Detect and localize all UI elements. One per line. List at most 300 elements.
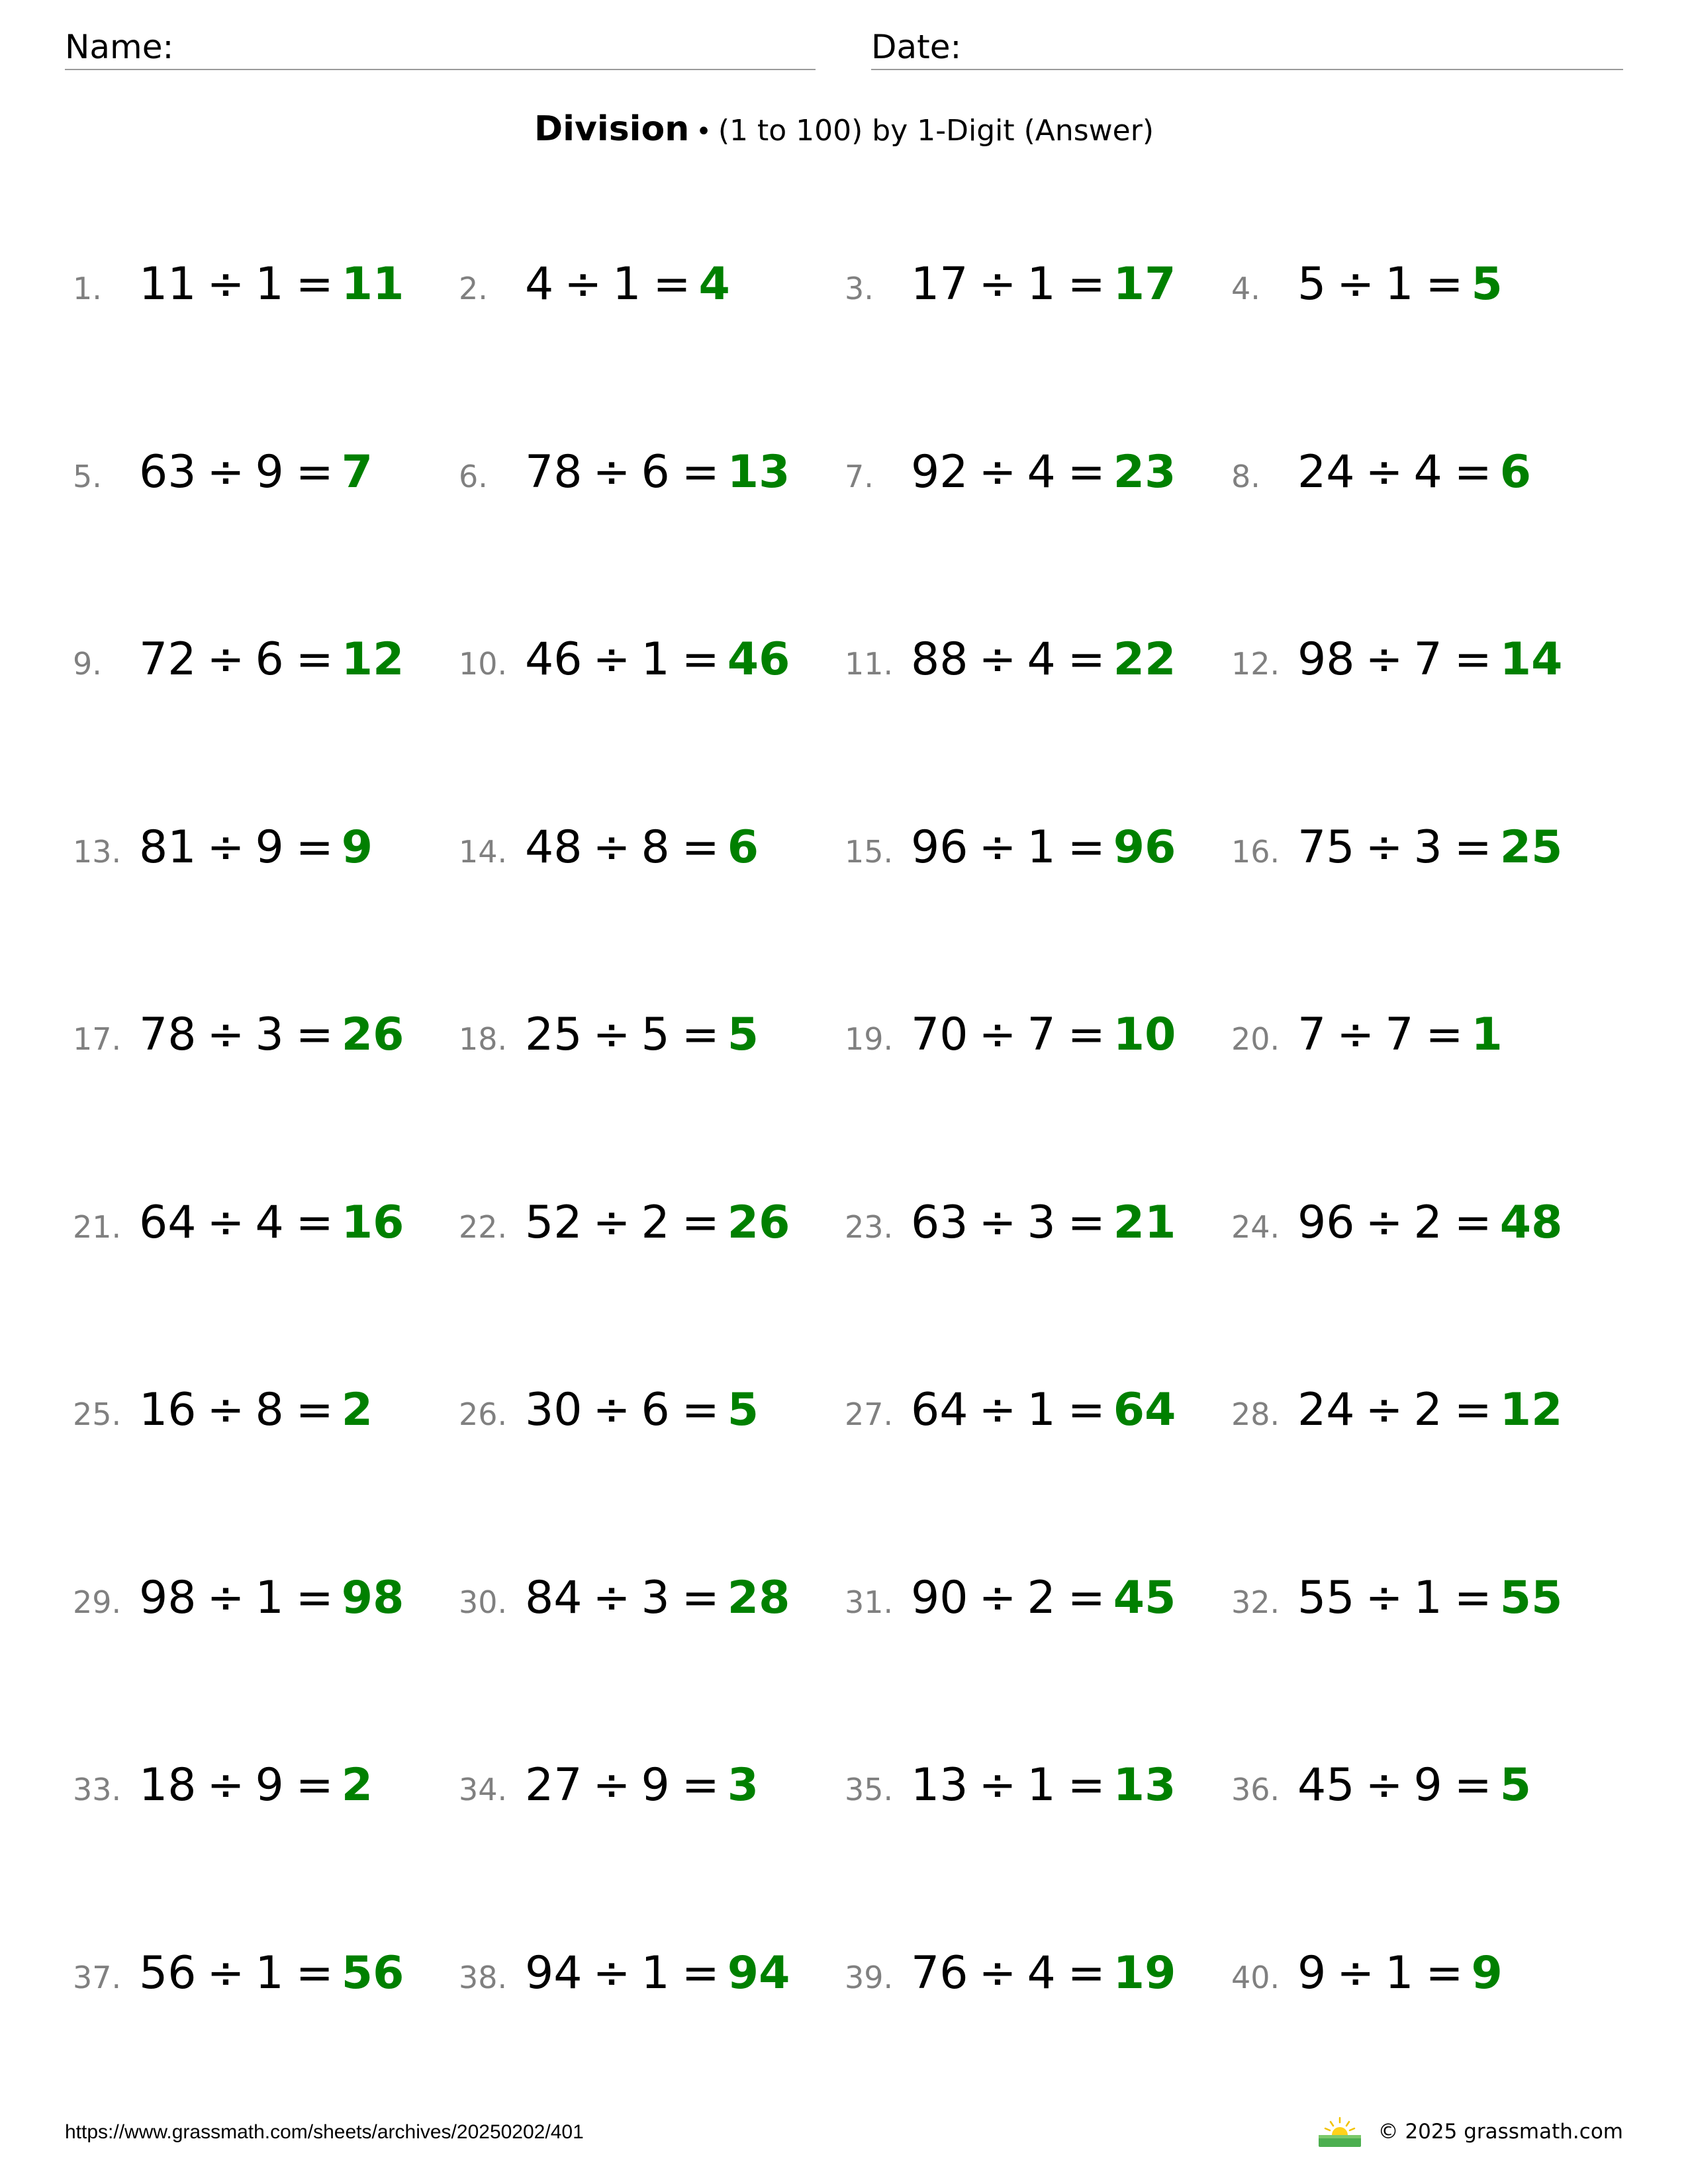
problem-item bbox=[73, 1384, 444, 1450]
problem-expression bbox=[1297, 821, 1500, 874]
equals-sign: = bbox=[1067, 1572, 1105, 1624]
division-operator: ÷ bbox=[592, 1384, 631, 1436]
problem-number: 8. bbox=[1231, 459, 1260, 494]
problem-expression bbox=[525, 633, 727, 686]
problem-item bbox=[845, 633, 1215, 700]
division-operator: ÷ bbox=[592, 1009, 631, 1061]
division-operator: ÷ bbox=[1365, 633, 1403, 686]
divisor: 1 bbox=[641, 633, 670, 686]
equals-sign: = bbox=[1454, 1759, 1492, 1811]
equals-sign: = bbox=[681, 1947, 720, 1999]
problem-number: 21. bbox=[73, 1209, 122, 1245]
problem-number: 27. bbox=[845, 1396, 894, 1432]
division-operator: ÷ bbox=[592, 1197, 631, 1249]
dividend: 7 bbox=[1297, 1009, 1327, 1061]
problem-number: 29. bbox=[73, 1584, 122, 1620]
problem-number: 6. bbox=[459, 459, 488, 494]
equals-sign: = bbox=[681, 1759, 720, 1811]
dividend: 76 bbox=[911, 1947, 968, 1999]
dividend: 78 bbox=[139, 1009, 197, 1061]
problem-expression bbox=[1297, 1572, 1500, 1624]
division-operator: ÷ bbox=[978, 1759, 1017, 1811]
problem-item bbox=[73, 1947, 444, 2013]
equals-sign: = bbox=[1454, 1197, 1492, 1249]
division-operator: ÷ bbox=[207, 446, 245, 498]
divisor: 3 bbox=[641, 1572, 670, 1624]
dividend: 96 bbox=[1297, 1197, 1355, 1249]
problem-item bbox=[1231, 258, 1602, 324]
divisor: 1 bbox=[1027, 1384, 1056, 1436]
problem-expression bbox=[1297, 1384, 1500, 1436]
division-operator: ÷ bbox=[1365, 1197, 1403, 1249]
problem-number: 23. bbox=[845, 1209, 894, 1245]
problem-expression bbox=[525, 258, 699, 310]
divisor: 1 bbox=[1413, 1572, 1442, 1624]
problem-item bbox=[459, 633, 829, 700]
division-operator: ÷ bbox=[978, 1009, 1017, 1061]
equals-sign: = bbox=[653, 258, 691, 310]
division-operator: ÷ bbox=[1365, 1759, 1403, 1811]
problem-expression bbox=[911, 633, 1113, 686]
dividend: 52 bbox=[525, 1197, 583, 1249]
dividend: 46 bbox=[525, 633, 583, 686]
divisor: 1 bbox=[1027, 1759, 1056, 1811]
problem-item bbox=[459, 1197, 829, 1263]
divisor: 2 bbox=[1413, 1197, 1442, 1249]
date-field[interactable] bbox=[871, 25, 1623, 70]
title-subtitle: (1 to 100) by 1-Digit (Answer) bbox=[718, 114, 1154, 148]
equals-sign: = bbox=[295, 1572, 334, 1624]
problem-item bbox=[73, 1572, 444, 1638]
problem-item bbox=[459, 1009, 829, 1075]
problem-item bbox=[459, 821, 829, 887]
equals-sign: = bbox=[295, 1009, 334, 1061]
division-operator: ÷ bbox=[1365, 1572, 1403, 1624]
dividend: 92 bbox=[911, 446, 968, 498]
divisor: 3 bbox=[255, 1009, 284, 1061]
problem-number: 10. bbox=[459, 646, 508, 682]
equals-sign: = bbox=[1454, 1572, 1492, 1624]
division-operator: ÷ bbox=[207, 1009, 245, 1061]
problem-item bbox=[73, 1009, 444, 1075]
dividend: 24 bbox=[1297, 446, 1355, 498]
problem-expression bbox=[1297, 1197, 1500, 1249]
problem-number: 7. bbox=[845, 459, 874, 494]
equals-sign: = bbox=[295, 633, 334, 686]
problem-number: 5. bbox=[73, 459, 102, 494]
equals-sign: = bbox=[1067, 1009, 1105, 1061]
answer: 5 bbox=[1471, 258, 1503, 310]
divisor: 5 bbox=[641, 1009, 670, 1061]
dividend: 63 bbox=[139, 446, 197, 498]
problem-expression bbox=[1297, 446, 1500, 498]
dividend: 81 bbox=[139, 821, 197, 874]
answer: 5 bbox=[727, 1009, 759, 1061]
answer: 3 bbox=[727, 1759, 759, 1811]
division-operator: ÷ bbox=[1365, 1384, 1403, 1436]
division-operator: ÷ bbox=[592, 446, 631, 498]
problem-number: 24. bbox=[1231, 1209, 1280, 1245]
answer: 12 bbox=[341, 633, 404, 686]
division-operator: ÷ bbox=[207, 258, 245, 310]
division-operator: ÷ bbox=[207, 633, 245, 686]
dividend: 13 bbox=[911, 1759, 968, 1811]
problem-item bbox=[845, 1572, 1215, 1638]
problem-expression bbox=[139, 1947, 342, 1999]
division-operator: ÷ bbox=[978, 1197, 1017, 1249]
problem-item bbox=[845, 821, 1215, 887]
divisor: 1 bbox=[612, 258, 641, 310]
divisor: 1 bbox=[1385, 1947, 1414, 1999]
problem-number: 22. bbox=[459, 1209, 508, 1245]
problem-expression bbox=[525, 1384, 727, 1436]
dividend: 64 bbox=[911, 1384, 968, 1436]
problem-expression bbox=[911, 1197, 1113, 1249]
problem-expression bbox=[1297, 258, 1472, 310]
problem-number: 18. bbox=[459, 1021, 508, 1057]
equals-sign: = bbox=[1454, 633, 1492, 686]
answer: 11 bbox=[341, 258, 404, 310]
divisor: 1 bbox=[1385, 258, 1414, 310]
answer: 22 bbox=[1113, 633, 1176, 686]
problem-expression bbox=[911, 1009, 1113, 1061]
divisor: 6 bbox=[641, 1384, 670, 1436]
dividend: 16 bbox=[139, 1384, 197, 1436]
problem-number: 25. bbox=[73, 1396, 122, 1432]
answer: 98 bbox=[341, 1572, 404, 1624]
equals-sign: = bbox=[1425, 1947, 1464, 1999]
problem-expression bbox=[139, 1759, 342, 1811]
equals-sign: = bbox=[1067, 1384, 1105, 1436]
dividend: 5 bbox=[1297, 258, 1327, 310]
divisor: 9 bbox=[255, 1759, 284, 1811]
dividend: 78 bbox=[525, 446, 583, 498]
problem-item bbox=[73, 1197, 444, 1263]
equals-sign: = bbox=[1454, 1384, 1492, 1436]
division-operator: ÷ bbox=[207, 1572, 245, 1624]
problem-expression bbox=[525, 1947, 727, 1999]
problem-number: 13. bbox=[73, 834, 122, 870]
divisor: 4 bbox=[255, 1197, 284, 1249]
divisor: 2 bbox=[1413, 1384, 1442, 1436]
dividend: 75 bbox=[1297, 821, 1355, 874]
footer-brand bbox=[1316, 2115, 1623, 2148]
problem-expression bbox=[911, 1572, 1113, 1624]
divisor: 6 bbox=[641, 446, 670, 498]
division-operator: ÷ bbox=[978, 1947, 1017, 1999]
problem-expression bbox=[911, 258, 1113, 310]
problem-item bbox=[1231, 821, 1602, 887]
dividend: 63 bbox=[911, 1197, 968, 1249]
problem-number: 14. bbox=[459, 834, 508, 870]
problem-item bbox=[845, 1009, 1215, 1075]
answer: 17 bbox=[1113, 258, 1176, 310]
problem-expression bbox=[525, 1197, 727, 1249]
problem-item bbox=[845, 1947, 1215, 2013]
equals-sign: = bbox=[295, 1947, 334, 1999]
date-label: Date: bbox=[871, 28, 962, 66]
problem-number: 39. bbox=[845, 1960, 894, 1995]
division-operator: ÷ bbox=[592, 821, 631, 874]
division-operator: ÷ bbox=[207, 1197, 245, 1249]
divisor: 1 bbox=[641, 1947, 670, 1999]
equals-sign: = bbox=[681, 1197, 720, 1249]
equals-sign: = bbox=[681, 821, 720, 874]
problem-expression bbox=[139, 821, 342, 874]
answer: 96 bbox=[1113, 821, 1176, 874]
equals-sign: = bbox=[295, 1759, 334, 1811]
dividend: 90 bbox=[911, 1572, 968, 1624]
problem-number: 15. bbox=[845, 834, 894, 870]
answer: 48 bbox=[1499, 1197, 1563, 1249]
dividend: 18 bbox=[139, 1759, 197, 1811]
problem-number: 9. bbox=[73, 646, 102, 682]
problem-expression bbox=[911, 821, 1113, 874]
answer: 4 bbox=[698, 258, 730, 310]
divisor: 9 bbox=[641, 1759, 670, 1811]
problem-expression bbox=[139, 1197, 342, 1249]
dividend: 27 bbox=[525, 1759, 583, 1811]
answer: 19 bbox=[1113, 1947, 1176, 1999]
equals-sign: = bbox=[1067, 446, 1105, 498]
divisor: 4 bbox=[1027, 446, 1056, 498]
divisor: 3 bbox=[1027, 1197, 1056, 1249]
divisor: 1 bbox=[1027, 258, 1056, 310]
dividend: 9 bbox=[1297, 1947, 1327, 1999]
problem-item bbox=[73, 633, 444, 700]
division-operator: ÷ bbox=[592, 633, 631, 686]
division-operator: ÷ bbox=[207, 1947, 245, 1999]
answer: 16 bbox=[341, 1197, 404, 1249]
dividend: 84 bbox=[525, 1572, 583, 1624]
problem-number: 40. bbox=[1231, 1960, 1280, 1995]
dividend: 11 bbox=[139, 258, 197, 310]
problem-number: 1. bbox=[73, 271, 102, 306]
problem-item bbox=[73, 1759, 444, 1825]
problem-item bbox=[73, 821, 444, 887]
equals-sign: = bbox=[1067, 633, 1105, 686]
problem-expression bbox=[139, 1572, 342, 1624]
problem-item bbox=[1231, 633, 1602, 700]
division-operator: ÷ bbox=[978, 258, 1017, 310]
equals-sign: = bbox=[681, 1384, 720, 1436]
equals-sign: = bbox=[295, 258, 334, 310]
problem-number: 38. bbox=[459, 1960, 508, 1995]
division-operator: ÷ bbox=[207, 1384, 245, 1436]
problem-item bbox=[1231, 1197, 1602, 1263]
division-operator: ÷ bbox=[1336, 258, 1375, 310]
problem-expression bbox=[1297, 1759, 1500, 1811]
division-operator: ÷ bbox=[978, 1572, 1017, 1624]
dividend: 55 bbox=[1297, 1572, 1355, 1624]
problem-expression bbox=[525, 1009, 727, 1061]
dividend: 56 bbox=[139, 1947, 197, 1999]
divisor: 7 bbox=[1413, 633, 1442, 686]
problem-item bbox=[1231, 446, 1602, 512]
division-operator: ÷ bbox=[978, 821, 1017, 874]
problem-number: 20. bbox=[1231, 1021, 1280, 1057]
divisor: 4 bbox=[1027, 1947, 1056, 1999]
problem-expression bbox=[525, 1759, 727, 1811]
problem-item bbox=[845, 446, 1215, 512]
division-operator: ÷ bbox=[1365, 821, 1403, 874]
answer: 26 bbox=[341, 1009, 404, 1061]
equals-sign: = bbox=[1067, 1759, 1105, 1811]
title-separator: • bbox=[696, 116, 712, 147]
problem-number: 31. bbox=[845, 1584, 894, 1620]
dividend: 24 bbox=[1297, 1384, 1355, 1436]
answer: 28 bbox=[727, 1572, 790, 1624]
divisor: 8 bbox=[641, 821, 670, 874]
divisor: 9 bbox=[255, 446, 284, 498]
problem-number: 17. bbox=[73, 1021, 122, 1057]
answer: 45 bbox=[1113, 1572, 1176, 1624]
problem-number: 19. bbox=[845, 1021, 894, 1057]
problem-expression bbox=[525, 1572, 727, 1624]
division-operator: ÷ bbox=[1336, 1009, 1375, 1061]
dividend: 64 bbox=[139, 1197, 197, 1249]
answer: 9 bbox=[341, 821, 373, 874]
name-field[interactable] bbox=[65, 25, 816, 70]
answer: 9 bbox=[1471, 1947, 1503, 1999]
problem-number: 11. bbox=[845, 646, 894, 682]
dividend: 4 bbox=[525, 258, 554, 310]
division-operator: ÷ bbox=[564, 258, 602, 310]
problem-item bbox=[845, 1759, 1215, 1825]
problem-item bbox=[1231, 1572, 1602, 1638]
divisor: 8 bbox=[255, 1384, 284, 1436]
division-operator: ÷ bbox=[1336, 1947, 1375, 1999]
answer: 25 bbox=[1499, 821, 1563, 874]
problem-number: 30. bbox=[459, 1584, 508, 1620]
division-operator: ÷ bbox=[978, 633, 1017, 686]
division-operator: ÷ bbox=[978, 1384, 1017, 1436]
equals-sign: = bbox=[1067, 1947, 1105, 1999]
answer: 2 bbox=[341, 1384, 373, 1436]
answer: 6 bbox=[727, 821, 759, 874]
dividend: 30 bbox=[525, 1384, 583, 1436]
answer: 2 bbox=[341, 1759, 373, 1811]
divisor: 6 bbox=[255, 633, 284, 686]
dividend: 25 bbox=[525, 1009, 583, 1061]
answer: 6 bbox=[1499, 446, 1532, 498]
answer: 26 bbox=[727, 1197, 790, 1249]
answer: 21 bbox=[1113, 1197, 1176, 1249]
dividend: 88 bbox=[911, 633, 968, 686]
problem-expression bbox=[911, 446, 1113, 498]
dividend: 96 bbox=[911, 821, 968, 874]
equals-sign: = bbox=[681, 446, 720, 498]
problem-item bbox=[73, 258, 444, 324]
problem-expression bbox=[1297, 633, 1500, 686]
dividend: 17 bbox=[911, 258, 968, 310]
divisor: 2 bbox=[641, 1197, 670, 1249]
problem-item bbox=[459, 258, 829, 324]
equals-sign: = bbox=[1454, 446, 1492, 498]
problem-item bbox=[459, 1572, 829, 1638]
problem-number: 16. bbox=[1231, 834, 1280, 870]
divisor: 1 bbox=[255, 1572, 284, 1624]
answer: 12 bbox=[1499, 1384, 1563, 1436]
problem-number: 37. bbox=[73, 1960, 122, 1995]
equals-sign: = bbox=[1067, 258, 1105, 310]
division-operator: ÷ bbox=[207, 821, 245, 874]
equals-sign: = bbox=[1454, 821, 1492, 874]
divisor: 9 bbox=[255, 821, 284, 874]
divisor: 1 bbox=[255, 1947, 284, 1999]
problem-item bbox=[459, 1759, 829, 1825]
answer: 13 bbox=[727, 446, 790, 498]
equals-sign: = bbox=[681, 1572, 720, 1624]
dividend: 45 bbox=[1297, 1759, 1355, 1811]
division-operator: ÷ bbox=[592, 1759, 631, 1811]
problem-item bbox=[1231, 1009, 1602, 1075]
problem-number: 33. bbox=[73, 1772, 122, 1807]
problem-expression bbox=[139, 633, 342, 686]
problem-number: 26. bbox=[459, 1396, 508, 1432]
divisor: 2 bbox=[1027, 1572, 1056, 1624]
divisor: 1 bbox=[255, 258, 284, 310]
answer: 55 bbox=[1499, 1572, 1563, 1624]
equals-sign: = bbox=[681, 1009, 720, 1061]
division-operator: ÷ bbox=[978, 446, 1017, 498]
problem-number: 36. bbox=[1231, 1772, 1280, 1807]
division-operator: ÷ bbox=[207, 1759, 245, 1811]
dividend: 94 bbox=[525, 1947, 583, 1999]
divisor: 9 bbox=[1413, 1759, 1442, 1811]
equals-sign: = bbox=[295, 1384, 334, 1436]
equals-sign: = bbox=[1067, 821, 1105, 874]
problem-item bbox=[459, 446, 829, 512]
answer: 14 bbox=[1499, 633, 1563, 686]
division-operator: ÷ bbox=[1365, 446, 1403, 498]
problem-expression bbox=[525, 821, 727, 874]
equals-sign: = bbox=[1067, 1197, 1105, 1249]
division-operator: ÷ bbox=[592, 1947, 631, 1999]
problem-item bbox=[845, 1384, 1215, 1450]
divisor: 7 bbox=[1385, 1009, 1414, 1061]
answer: 56 bbox=[341, 1947, 404, 1999]
problem-number: 34. bbox=[459, 1772, 508, 1807]
dividend: 72 bbox=[139, 633, 197, 686]
footer-url[interactable]: https://www.grassmath.com/sheets/archives/20250202/401 bbox=[65, 2121, 584, 2143]
title-main: Division bbox=[534, 109, 690, 149]
problem-number: 35. bbox=[845, 1772, 894, 1807]
problem-item bbox=[73, 446, 444, 512]
divisor: 4 bbox=[1413, 446, 1442, 498]
answer: 46 bbox=[727, 633, 790, 686]
problem-expression bbox=[139, 258, 342, 310]
problem-number: 12. bbox=[1231, 646, 1280, 682]
answer: 13 bbox=[1113, 1759, 1176, 1811]
answer: 94 bbox=[727, 1947, 790, 1999]
divisor: 4 bbox=[1027, 633, 1056, 686]
problem-number: 28. bbox=[1231, 1396, 1280, 1432]
divisor: 3 bbox=[1413, 821, 1442, 874]
equals-sign: = bbox=[1425, 258, 1464, 310]
dividend: 98 bbox=[139, 1572, 197, 1624]
problem-expression bbox=[911, 1759, 1113, 1811]
dividend: 98 bbox=[1297, 633, 1355, 686]
equals-sign: = bbox=[295, 446, 334, 498]
equals-sign: = bbox=[295, 1197, 334, 1249]
divisor: 1 bbox=[1027, 821, 1056, 874]
answer: 7 bbox=[341, 446, 373, 498]
answer: 64 bbox=[1113, 1384, 1176, 1436]
problem-number: 2. bbox=[459, 271, 488, 306]
problem-item bbox=[1231, 1947, 1602, 2013]
problem-expression bbox=[911, 1384, 1113, 1436]
